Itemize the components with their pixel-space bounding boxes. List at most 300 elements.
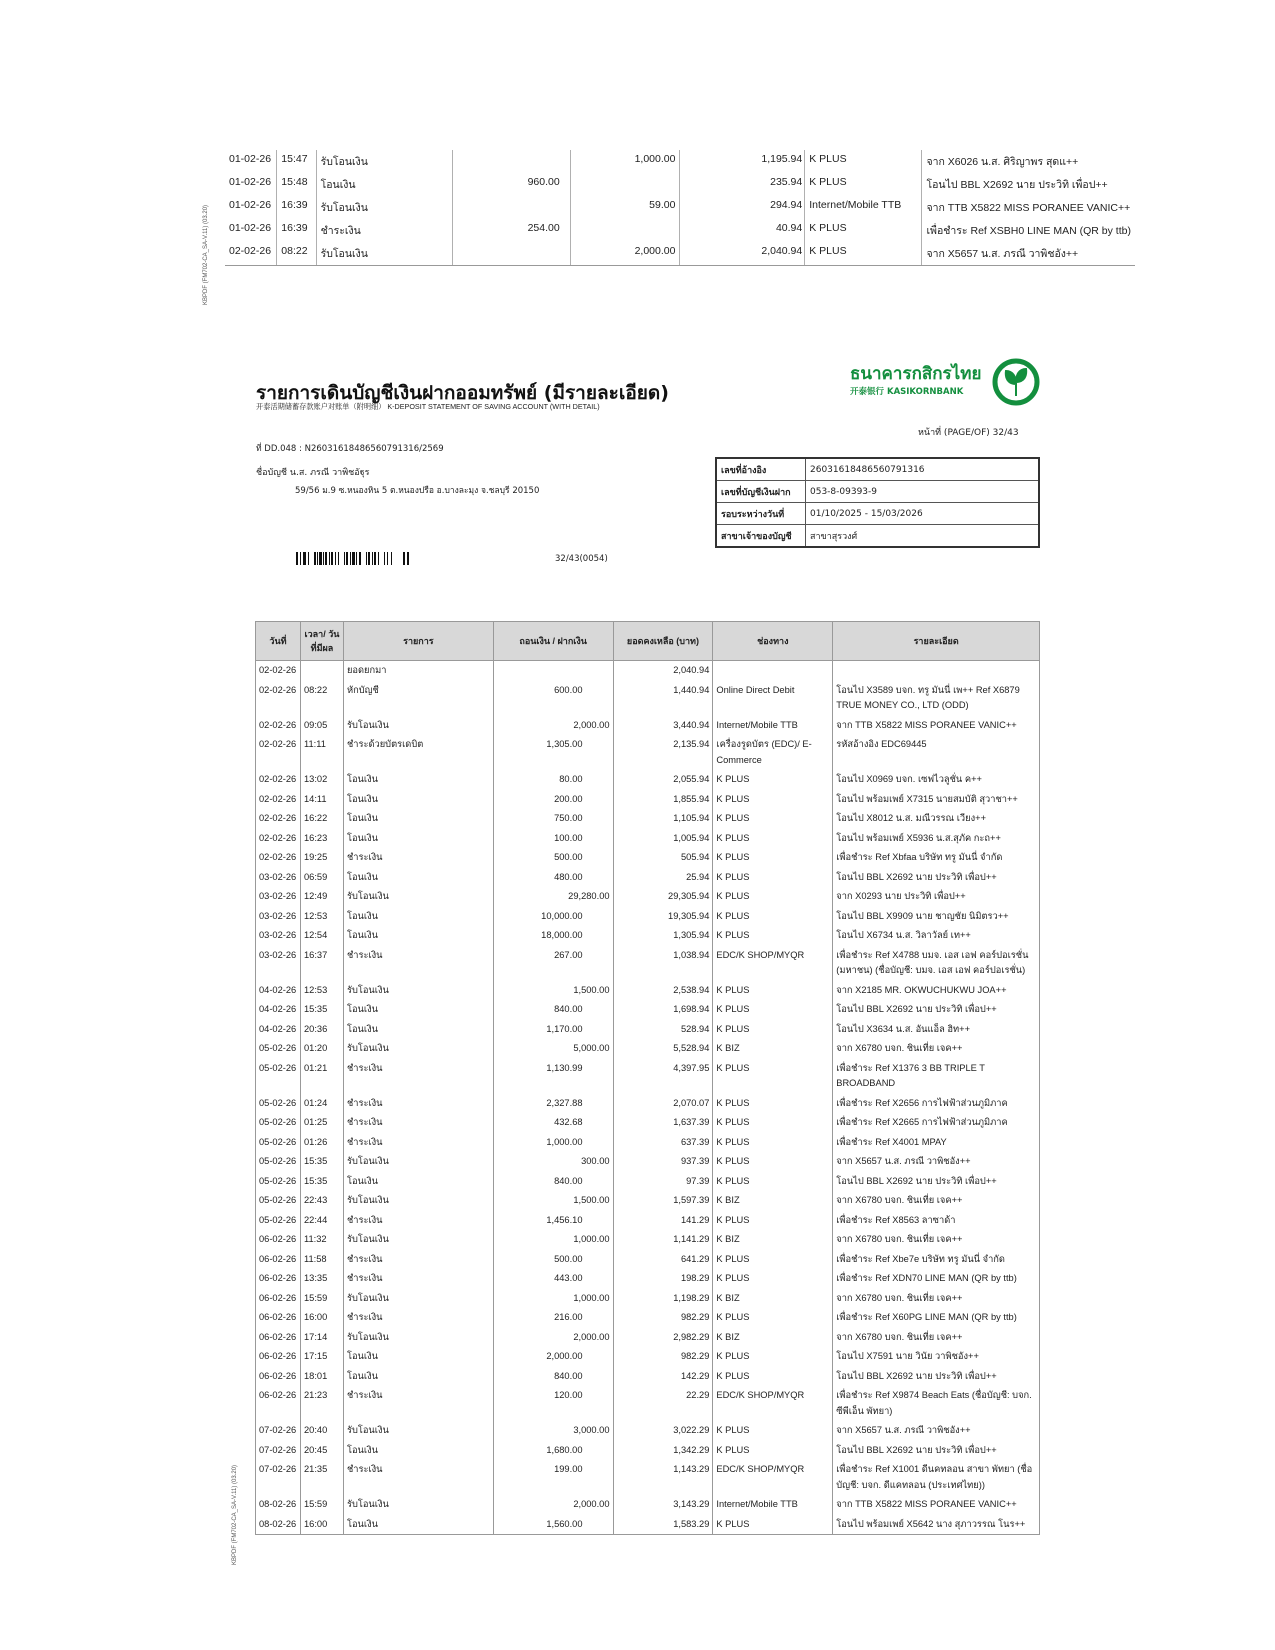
cell-date: 07-02-26 <box>256 1460 301 1495</box>
cell-detail: เพื่อชำระ Ref X2665 การไฟฟ้าส่วนภูมิภาค <box>833 1113 1040 1133</box>
cell-time: 11:58 <box>300 1250 343 1270</box>
cell-channel: K PLUS <box>713 1000 833 1020</box>
cell-date: 02-02-26 <box>256 661 301 681</box>
cell-amount <box>493 1328 613 1348</box>
withdraw-amount: 480.00 <box>554 871 583 882</box>
cell-type: รับโอนเงิน <box>316 242 452 266</box>
cell-time: 13:35 <box>300 1269 343 1289</box>
cell-channel: K PLUS <box>713 809 833 829</box>
cell-detail: จาก X5657 น.ส. ภรณี วาพิชอัง++ <box>922 242 1135 266</box>
table-row <box>256 946 1040 981</box>
withdraw-amount: 18,000.00 <box>541 930 583 940</box>
cell-date: 06-02-26 <box>256 1386 301 1421</box>
cell-balance: 937.39 <box>613 1152 713 1172</box>
transactions-header-row <box>256 622 1040 661</box>
table-row <box>256 926 1040 946</box>
cell-balance: 2,982.29 <box>613 1328 713 1348</box>
cell-amount <box>493 1308 613 1328</box>
cell-amount <box>493 907 613 927</box>
header-channel: ช่องทาง <box>713 622 833 661</box>
cell-balance: 2,040.94 <box>613 661 713 681</box>
cell-time: 12:53 <box>300 907 343 927</box>
cell-detail: โอนไป BBL X2692 นาย ประวิทิ เพื่อป++ <box>833 1000 1040 1020</box>
table-row <box>256 790 1040 810</box>
cell-date: 06-02-26 <box>256 1269 301 1289</box>
cell-amount <box>493 1515 613 1535</box>
cell-channel: K PLUS <box>805 242 922 266</box>
account-address: 59/56 ม.9 ซ.หนองหิน 5 ต.หนองปรือ อ.บางละมุง จ.ชลบุรี 20150 <box>295 486 540 496</box>
cell-balance: 528.94 <box>613 1020 713 1040</box>
cell-type: รับโอนเงิน <box>343 1328 493 1348</box>
header-detail: รายละเอียด <box>833 622 1040 661</box>
cell-balance: 3,143.29 <box>613 1495 713 1515</box>
table-row <box>256 868 1040 888</box>
cell-time: 16:22 <box>300 809 343 829</box>
side-form-code-top: KBPDF (FM702-CA_SA-V.11) (03.20) <box>203 204 209 305</box>
cell-type: โอนเงิน <box>343 770 493 790</box>
cell-balance: 4,397.95 <box>613 1059 713 1094</box>
cell-date: 05-02-26 <box>256 1172 301 1192</box>
cell-time: 01:26 <box>300 1133 343 1153</box>
cell-amount <box>493 1133 613 1153</box>
cell-amount <box>493 735 613 770</box>
cell-type: ชำระเงิน <box>343 1250 493 1270</box>
cell-channel: K PLUS <box>713 1211 833 1231</box>
cell-time: 16:00 <box>300 1515 343 1535</box>
cell-balance: 2,070.07 <box>613 1094 713 1114</box>
cell-detail: เพื่อชำระ Ref X60PG LINE MAN (QR by ttb) <box>833 1308 1040 1328</box>
cell-amount <box>493 790 613 810</box>
cell-balance: 1,143.29 <box>613 1460 713 1495</box>
cell-amount <box>493 926 613 946</box>
cell-time: 15:35 <box>300 1172 343 1192</box>
cell-balance: 2,538.94 <box>613 981 713 1001</box>
table-row <box>256 809 1040 829</box>
cell-balance: 40.94 <box>680 219 805 242</box>
cell-balance: 982.29 <box>613 1347 713 1367</box>
cell-detail: โอนไป X3634 น.ส. อันแอ็ล ฮิท++ <box>833 1020 1040 1040</box>
cell-balance: 505.94 <box>613 848 713 868</box>
cell-channel: K PLUS <box>713 1269 833 1289</box>
cell-type: ชำระเงิน <box>343 1269 493 1289</box>
cell-date: 03-02-26 <box>256 868 301 888</box>
table-row <box>256 1386 1040 1421</box>
cell-type: รับโอนเงิน <box>343 1152 493 1172</box>
cell-time: 12:49 <box>300 887 343 907</box>
cell-date: 08-02-26 <box>256 1515 301 1535</box>
cell-amount <box>493 887 613 907</box>
cell-time: 16:23 <box>300 829 343 849</box>
cell-detail: โอนไป X8012 น.ส. มณีวรรณ เวียง++ <box>833 809 1040 829</box>
withdraw-amount: 1,000.00 <box>546 1136 583 1147</box>
table-row <box>256 1191 1040 1211</box>
barcode <box>296 552 456 565</box>
table-row <box>256 1269 1040 1289</box>
cell-type: โอนเงิน <box>343 868 493 888</box>
cell-balance: 637.39 <box>613 1133 713 1153</box>
cell-amount <box>493 661 613 681</box>
deposit-amount: 1,000.00 <box>573 1234 610 1244</box>
info-value: 053-8-09393-9 <box>806 481 1040 503</box>
cell-date: 06-02-26 <box>256 1367 301 1387</box>
cell-type: รับโอนเงิน <box>343 1191 493 1211</box>
cell-detail: เพื่อชำระ Ref X1376 3 BB TRIPLE T BROADBAND <box>833 1059 1040 1094</box>
cell-detail: จาก X6780 บจก. ชินเที่ย เจค++ <box>833 1039 1040 1059</box>
withdraw-amount: 750.00 <box>554 813 583 823</box>
cell-time: 20:40 <box>300 1421 343 1441</box>
cell-type: รับโอนเงิน <box>316 196 452 219</box>
cell-detail: เพื่อชำระ Ref Xbe7e บริษัท ทรู มันนี่ จำกัด <box>833 1250 1040 1270</box>
cell-date: 05-02-26 <box>256 1191 301 1211</box>
withdraw-amount: 1,130.99 <box>546 1062 583 1073</box>
cell-deposit: 1,000.00 <box>570 150 680 173</box>
cell-amount <box>493 1094 613 1114</box>
header-type: รายการ <box>343 622 493 661</box>
table-row <box>256 887 1040 907</box>
barcode-number: 32/43(0054) <box>555 554 608 564</box>
deposit-amount: 2,000.00 <box>573 719 610 730</box>
cell-amount <box>493 946 613 981</box>
cell-date: 02-02-26 <box>256 681 301 716</box>
table-row <box>256 1133 1040 1153</box>
table-row <box>225 150 1135 173</box>
cell-channel: K PLUS <box>805 173 922 196</box>
cell-withdraw: 254.00 <box>452 219 570 242</box>
cell-balance: 1,038.94 <box>613 946 713 981</box>
cell-detail: เพื่อชำระ Ref XSBH0 LINE MAN (QR by ttb) <box>922 219 1135 242</box>
deposit-amount: 1,500.00 <box>573 1195 610 1205</box>
withdraw-amount: 100.00 <box>554 832 583 843</box>
cell-date: 05-02-26 <box>256 1094 301 1114</box>
withdraw-amount: 2,327.88 <box>546 1097 583 1108</box>
cell-time: 16:00 <box>300 1308 343 1328</box>
table-row <box>256 829 1040 849</box>
cell-channel: เครื่องรูดบัตร (EDC)/ E-Commerce <box>713 735 833 770</box>
cell-type: ชำระเงิน <box>343 1308 493 1328</box>
cell-time: 17:14 <box>300 1328 343 1348</box>
cell-detail: จาก TTB X5822 MISS PORANEE VANIC++ <box>833 1495 1040 1515</box>
cell-balance: 1,637.39 <box>613 1113 713 1133</box>
cell-type: โอนเงิน <box>343 1000 493 1020</box>
cell-date: 02-02-26 <box>256 770 301 790</box>
account-name-label: ชื่อบัญชี <box>256 468 288 478</box>
cell-withdraw <box>452 242 570 266</box>
cell-balance: 2,040.94 <box>680 242 805 266</box>
cell-balance: 1,141.29 <box>613 1230 713 1250</box>
cell-time: 11:32 <box>300 1230 343 1250</box>
cell-type: ชำระเงิน <box>316 219 452 242</box>
table-row <box>256 1059 1040 1094</box>
withdraw-amount: 443.00 <box>554 1273 583 1283</box>
cell-date: 02-02-26 <box>256 716 301 736</box>
side-form-code-bottom: KBPDF (FM702-CA_SA-V.11) (03.20) <box>232 1464 238 1565</box>
deposit-amount: 29,280.00 <box>568 891 610 901</box>
cell-type: โอนเงิน <box>343 1367 493 1387</box>
cell-time: 01:20 <box>300 1039 343 1059</box>
deposit-amount: 2,000.00 <box>573 1499 610 1509</box>
cell-amount <box>493 1250 613 1270</box>
bank-name-th: ธนาคารกสิกรไทย <box>850 364 982 384</box>
cell-type: ชำระเงิน <box>343 946 493 981</box>
cell-balance: 25.94 <box>613 868 713 888</box>
cell-balance: 19,305.94 <box>613 907 713 927</box>
cell-date: 02-02-26 <box>256 735 301 770</box>
cell-detail: จาก X5657 น.ส. ภรณี วาพิชอัง++ <box>833 1152 1040 1172</box>
cell-amount <box>493 1211 613 1231</box>
cell-time: 16:39 <box>277 219 316 242</box>
cell-time <box>300 661 343 681</box>
cell-detail: จาก X6780 บจก. ชินเที่ย เจค++ <box>833 1328 1040 1348</box>
cell-type: รับโอนเงิน <box>343 1421 493 1441</box>
cell-date: 02-02-26 <box>256 848 301 868</box>
cell-channel: K PLUS <box>713 1113 833 1133</box>
cell-type: ชำระเงิน <box>343 848 493 868</box>
cell-amount <box>493 1441 613 1461</box>
withdraw-amount: 500.00 <box>554 852 583 862</box>
cell-channel: EDC/K SHOP/MYQR <box>713 1386 833 1421</box>
info-value: สาขาสุรวงศ์ <box>806 525 1040 548</box>
table-row <box>256 661 1040 681</box>
cell-date: 01-02-26 <box>229 176 272 188</box>
cell-date: 01-02-26 <box>229 199 272 211</box>
cell-deposit: 59.00 <box>570 196 680 219</box>
cell-time: 20:45 <box>300 1441 343 1461</box>
cell-amount <box>493 1460 613 1495</box>
cell-detail: โอนไป BBL X2692 นาย ประวิทิ เพื่อป++ <box>922 173 1135 196</box>
cell-date: 06-02-26 <box>256 1250 301 1270</box>
cell-time: 15:59 <box>300 1495 343 1515</box>
cell-balance: 1,440.94 <box>613 681 713 716</box>
cell-detail: เพื่อชำระ Ref X2656 การไฟฟ้าส่วนภูมิภาค <box>833 1094 1040 1114</box>
cell-date: 05-02-26 <box>256 1039 301 1059</box>
cell-channel: K PLUS <box>713 1308 833 1328</box>
cell-detail: จาก X5657 น.ส. ภรณี วาพิชอัง++ <box>833 1421 1040 1441</box>
table-row <box>256 1495 1040 1515</box>
cell-amount <box>493 1113 613 1133</box>
cell-detail: โอนไป X0969 บจก. เซฟไวลูชั่น ค++ <box>833 770 1040 790</box>
cell-channel: K PLUS <box>713 1020 833 1040</box>
cell-channel: Internet/Mobile TTB <box>713 1495 833 1515</box>
cell-date: 03-02-26 <box>256 946 301 981</box>
cell-type: โอนเงิน <box>343 1441 493 1461</box>
cell-type: รับโอนเงิน <box>343 887 493 907</box>
cell-date: 02-02-26 <box>256 829 301 849</box>
cell-time: 12:53 <box>300 981 343 1001</box>
withdraw-amount: 200.00 <box>554 793 583 804</box>
cell-time: 22:43 <box>300 1191 343 1211</box>
cell-deposit <box>570 219 680 242</box>
deposit-amount: 1,000.00 <box>573 1292 610 1303</box>
cell-detail: จาก X6780 บจก. ชินเที่ย เจค++ <box>833 1230 1040 1250</box>
cell-balance: 1,195.94 <box>680 150 805 173</box>
cell-channel: K PLUS <box>713 887 833 907</box>
cell-type: รับโอนเงิน <box>343 716 493 736</box>
cell-type: ชำระเงิน <box>343 1094 493 1114</box>
table-row <box>256 1152 1040 1172</box>
cell-amount <box>493 1495 613 1515</box>
cell-withdraw <box>452 150 570 173</box>
info-row <box>716 458 1039 481</box>
cell-detail: เพื่อชำระ Ref X4001 MPAY <box>833 1133 1040 1153</box>
header-balance: ยอดคงเหลือ (บาท) <box>613 622 713 661</box>
table-row <box>256 681 1040 716</box>
bank-name-en: KASIKORNBANK <box>886 387 964 397</box>
cell-balance: 294.94 <box>680 196 805 219</box>
cell-channel: K PLUS <box>713 1133 833 1153</box>
account-name: น.ส. ภรณี วาพิชอัฐุร <box>289 468 370 478</box>
cell-type: โอนเงิน <box>316 173 452 196</box>
cell-time: 19:25 <box>300 848 343 868</box>
cell-balance: 1,305.94 <box>613 926 713 946</box>
cell-balance: 5,528.94 <box>613 1039 713 1059</box>
cell-balance: 1,342.29 <box>613 1441 713 1461</box>
cell-type: ชำระเงิน <box>343 1133 493 1153</box>
deposit-amount: 1,500.00 <box>573 984 610 995</box>
previous-page-transactions-table <box>225 150 1135 266</box>
cell-detail: โอนไป พร้อมเพย์ X5642 นาง สุภาวรรณ โนร++ <box>833 1515 1040 1535</box>
withdraw-amount: 1,170.00 <box>546 1023 583 1034</box>
kasikornbank-logo <box>850 360 1040 410</box>
cell-channel: Online Direct Debit <box>713 681 833 716</box>
info-label: สาขาเจ้าของบัญชี <box>716 525 806 548</box>
cell-channel: K PLUS <box>713 1094 833 1114</box>
cell-balance: 1,105.94 <box>613 809 713 829</box>
table-row <box>225 173 1135 196</box>
cell-amount <box>493 1347 613 1367</box>
bank-name-cn: 开泰银行 <box>850 387 885 397</box>
table-row <box>256 1515 1040 1535</box>
withdraw-amount: 840.00 <box>554 1370 583 1381</box>
table-row <box>256 1328 1040 1348</box>
cell-detail: โอนไป BBL X2692 นาย ประวิทิ เพื่อป++ <box>833 1441 1040 1461</box>
cell-type: โอนเงิน <box>343 809 493 829</box>
account-info-box <box>715 457 1040 548</box>
withdraw-amount: 1,305.00 <box>546 739 583 749</box>
withdraw-amount: 840.00 <box>554 1004 583 1014</box>
document-number: ที่ DD.048 : N26031618486560791316/2569 <box>256 444 444 454</box>
cell-detail: จาก X6026 น.ส. ศิริญาพร สุดแ++ <box>922 150 1135 173</box>
cell-amount <box>493 1269 613 1289</box>
table-row <box>256 1308 1040 1328</box>
cell-date: 08-02-26 <box>256 1495 301 1515</box>
cell-channel: K PLUS <box>713 1152 833 1172</box>
cell-amount <box>493 868 613 888</box>
cell-type: ชำระเงิน <box>343 1059 493 1094</box>
cell-amount <box>493 809 613 829</box>
deposit-amount: 2,000.00 <box>573 1331 610 1342</box>
table-row <box>256 1000 1040 1020</box>
cell-amount <box>493 981 613 1001</box>
cell-amount <box>493 681 613 716</box>
cell-type: โอนเงิน <box>343 1347 493 1367</box>
info-row <box>716 481 1039 503</box>
cell-date: 06-02-26 <box>256 1328 301 1348</box>
cell-date: 05-02-26 <box>256 1059 301 1094</box>
cell-date: 04-02-26 <box>256 1000 301 1020</box>
cell-type: ชำระด้วยบัตรเดบิต <box>343 735 493 770</box>
cell-channel: EDC/K SHOP/MYQR <box>713 946 833 981</box>
table-row <box>256 1250 1040 1270</box>
table-row <box>256 1347 1040 1367</box>
header-amount: ถอนเงิน / ฝากเงิน <box>493 622 613 661</box>
cell-detail: เพื่อชำระ Ref Xbfaa บริษัท ทรู มันนี่ จำกัด <box>833 848 1040 868</box>
cell-channel: K PLUS <box>713 829 833 849</box>
cell-channel <box>713 661 833 681</box>
cell-detail: โอนไป X6734 น.ส. วิลาวัลย์ เท++ <box>833 926 1040 946</box>
cell-amount <box>493 1367 613 1387</box>
cell-balance: 198.29 <box>613 1269 713 1289</box>
cell-time: 01:21 <box>300 1059 343 1094</box>
cell-date: 02-02-26 <box>256 809 301 829</box>
cell-amount <box>493 716 613 736</box>
withdraw-amount: 120.00 <box>554 1390 583 1400</box>
cell-amount <box>493 1059 613 1094</box>
table-row <box>256 907 1040 927</box>
table-row <box>225 196 1135 219</box>
cell-type: หักบัญชี <box>343 681 493 716</box>
cell-time: 20:36 <box>300 1020 343 1040</box>
withdraw-amount: 600.00 <box>554 684 583 695</box>
cell-date: 05-02-26 <box>256 1133 301 1153</box>
cell-detail: จาก X0293 นาย ประวิทิ เพื่อป++ <box>833 887 1040 907</box>
cell-type: โอนเงิน <box>343 926 493 946</box>
cell-channel: Internet/Mobile TTB <box>713 716 833 736</box>
cell-detail: จาก X6780 บจก. ชินเที่ย เจค++ <box>833 1191 1040 1211</box>
cell-type: โอนเงิน <box>343 1172 493 1192</box>
cell-time: 06:59 <box>300 868 343 888</box>
cell-date: 01-02-26 <box>229 222 272 234</box>
info-value: 26031618486560791316 <box>806 458 1040 481</box>
cell-balance: 1,698.94 <box>613 1000 713 1020</box>
cell-detail: เพื่อชำระ Ref X8563 ลาซาด้า <box>833 1211 1040 1231</box>
cell-channel: K PLUS <box>713 790 833 810</box>
withdraw-amount: 1,680.00 <box>546 1444 583 1455</box>
cell-type: รับโอนเงิน <box>343 1039 493 1059</box>
cell-date: 04-02-26 <box>256 1020 301 1040</box>
cell-channel: K PLUS <box>805 150 922 173</box>
cell-channel: K PLUS <box>713 770 833 790</box>
cell-time: 15:59 <box>300 1289 343 1309</box>
cell-withdraw: 960.00 <box>452 173 570 196</box>
cell-detail: โอนไป BBL X9909 นาย ชาญชัย นิมิตรว++ <box>833 907 1040 927</box>
cell-detail: เพื่อชำระ Ref X1001 ดีนคทลอน สาขา พัทยา (ชื่อบัญชี: บจก. ดีแคทลอน (ประเทศไทย)) <box>833 1460 1040 1495</box>
cell-channel: K PLUS <box>713 1421 833 1441</box>
table-row <box>256 848 1040 868</box>
cell-time: 14:11 <box>300 790 343 810</box>
withdraw-amount: 2,000.00 <box>546 1351 583 1361</box>
info-label: รอบระหว่างวันที่ <box>716 503 806 525</box>
cell-time: 01:24 <box>300 1094 343 1114</box>
cell-time: 11:11 <box>300 735 343 770</box>
cell-balance: 97.39 <box>613 1172 713 1192</box>
info-label: เลขที่บัญชีเงินฝาก <box>716 481 806 503</box>
cell-detail: เพื่อชำระ Ref XDN70 LINE MAN (QR by ttb) <box>833 1269 1040 1289</box>
table-row <box>256 1039 1040 1059</box>
table-row <box>225 219 1135 242</box>
withdraw-amount: 840.00 <box>554 1175 583 1186</box>
statement-title: รายการเดินบัญชีเงินฝากออมทรัพย์ (มีรายละเอียด) <box>256 382 669 404</box>
cell-amount <box>493 1421 613 1441</box>
cell-amount <box>493 1289 613 1309</box>
withdraw-amount: 1,456.10 <box>546 1214 583 1225</box>
cell-date: 06-02-26 <box>256 1230 301 1250</box>
cell-channel: K BIZ <box>713 1230 833 1250</box>
cell-balance: 1,005.94 <box>613 829 713 849</box>
cell-balance: 982.29 <box>613 1308 713 1328</box>
cell-detail: โอนไป BBL X2692 นาย ประวิทิ เพื่อป++ <box>833 1172 1040 1192</box>
cell-amount <box>493 848 613 868</box>
withdraw-amount: 1,560.00 <box>546 1518 583 1529</box>
